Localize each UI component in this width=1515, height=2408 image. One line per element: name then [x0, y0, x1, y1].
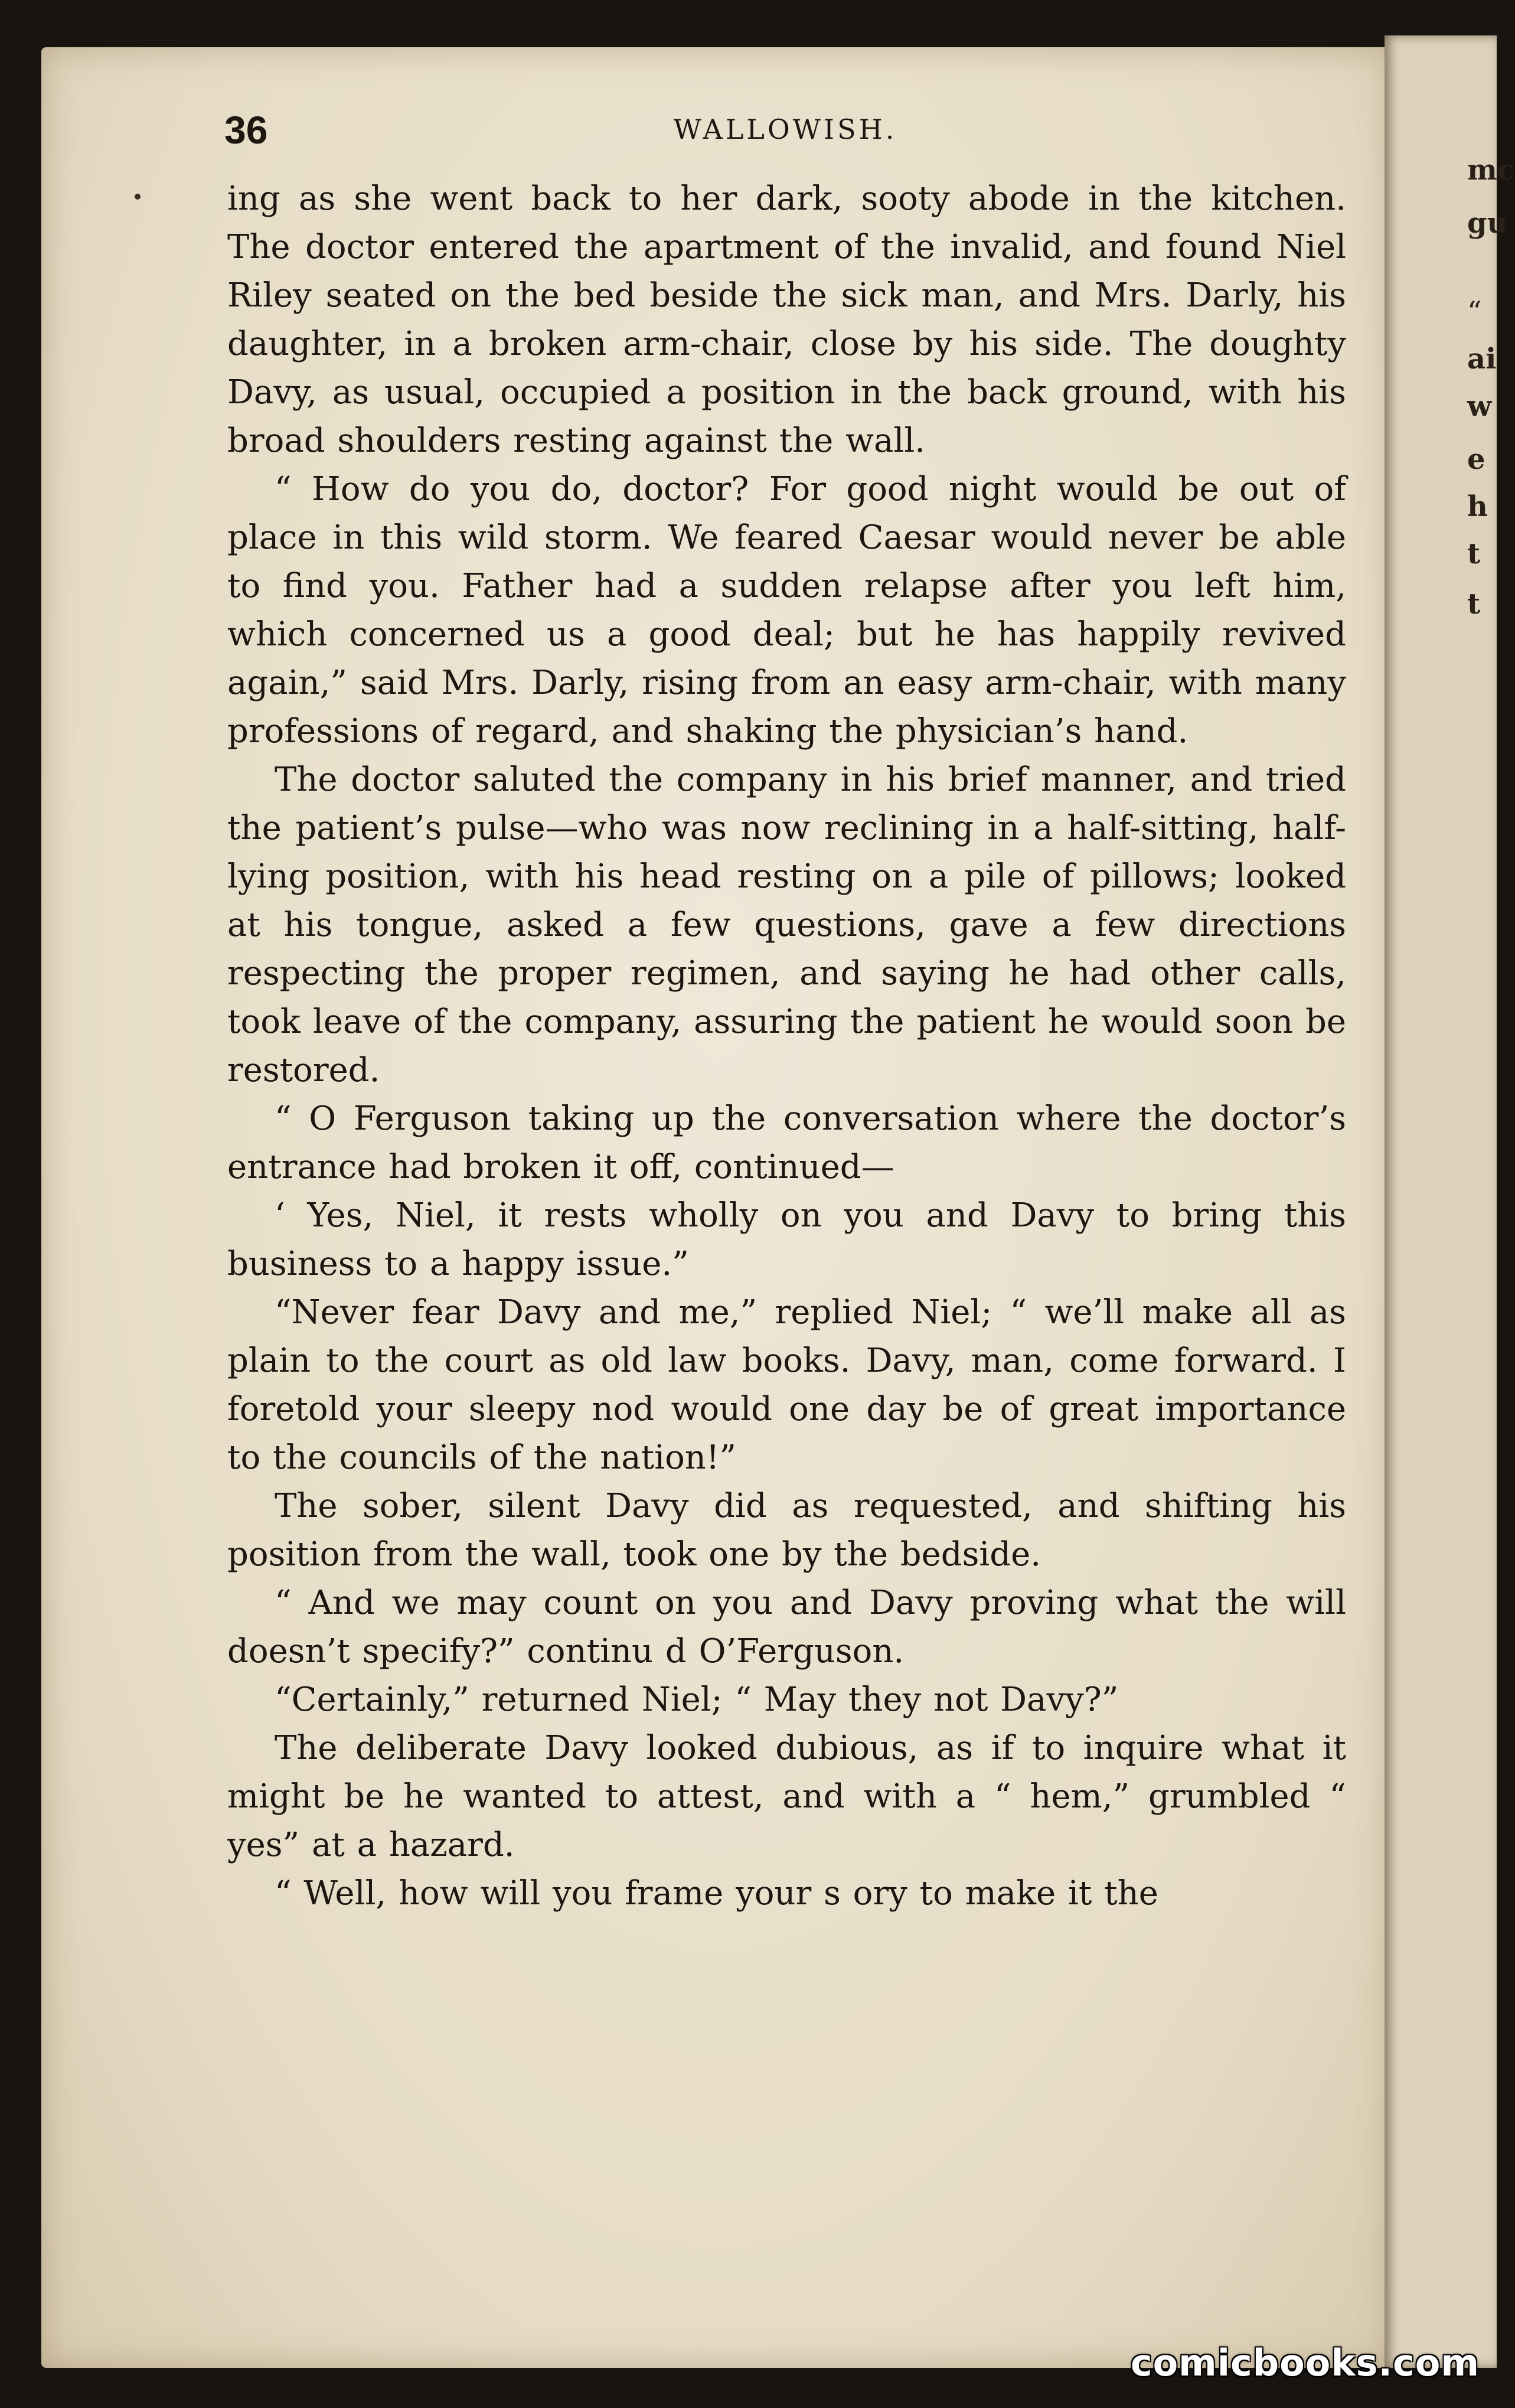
paragraph: ing as she went back to her dark, sooty abode in the kitchen. The doctor entered the apartment of the invalid, and found Niel Riley seated on the bed beside the sick man, and Mrs. Darly, his daughter, in a broken arm-chair, close by his side. The doughty Davy, as usual, occupied a position in the back ground, with his broad shoulders resting against the wall.	[227, 180, 1346, 460]
paragraph: “Certainly,” returned Niel; “ May they not Davy?”	[275, 1681, 1119, 1719]
next-page-fragment: t	[1467, 537, 1481, 570]
body-text	[227, 175, 1346, 1918]
paragraph: “ O Ferguson taking up the conversation where the doctor’s entrance had broken it off, continued—	[227, 1099, 1346, 1186]
paragraph: “ And we may count on you and Davy proving what the will doesn’t specify?” continu d O’Ferguson.	[227, 1584, 1346, 1670]
paragraph: “ How do you do, doctor? For good night would be out of place in this wild storm. We feared Caesar would never be able to find you. Father had a sudden relapse after you left him, which concerned us a good deal; but he has happily revived again,” said Mrs. Darly, rising from an easy arm-chair, with many professions of regard, and shaking the physician’s hand.	[227, 470, 1346, 751]
site-watermark: comicbooks.com	[1130, 2341, 1480, 2384]
next-page-fragment: mc	[1467, 154, 1515, 187]
paragraph: ‘ Yes, Niel, it rests wholly on you and Davy to bring this business to a happy issue.”	[227, 1196, 1346, 1283]
margin-mark	[135, 194, 141, 200]
next-page-fragment: gu	[1467, 207, 1508, 240]
next-page-fragment: ai	[1467, 342, 1497, 376]
paragraph: The doctor saluted the company in his brief manner, and tried the patient’s pulse—who was now reclining in a half-sitting, half-lying position, with his head resting on a pile of pillows; looked at his tongue, asked a few questions, gave a few directions respecting the proper regimen, and saying he had other calls, took leave of the company, assuring the patient he would soon be restored.	[227, 761, 1346, 1089]
running-title: WALLOWISH.	[673, 113, 897, 145]
paragraph: “ Well, how will you frame your s ory to make it the	[275, 1874, 1158, 1913]
paragraph: The sober, silent Davy did as requested, and shifting his position from the wall, took one by the bedside.	[227, 1487, 1346, 1574]
next-page-fragment: h	[1467, 490, 1488, 523]
paragraph: “Never fear Davy and me,” replied Niel; “ we’ll make all as plain to the court as old law books. Davy, man, come forward. I foretold your sleepy nod would one day be of great importance to the councils of the nation!”	[227, 1293, 1346, 1477]
next-page-fragment: w	[1467, 390, 1492, 423]
adjacent-page-edge	[1385, 35, 1515, 2368]
paragraph: The deliberate Davy looked dubious, as if to inquire what it might be he wanted to attest, and with a “ hem,” grumbled “ yes” at a hazard.	[227, 1729, 1346, 1864]
next-page-fragment: e	[1467, 443, 1485, 476]
page-number: 36	[224, 108, 268, 152]
running-head	[224, 107, 1346, 155]
next-page-fragment: “	[1467, 295, 1482, 328]
next-page-fragment: t	[1467, 588, 1481, 621]
